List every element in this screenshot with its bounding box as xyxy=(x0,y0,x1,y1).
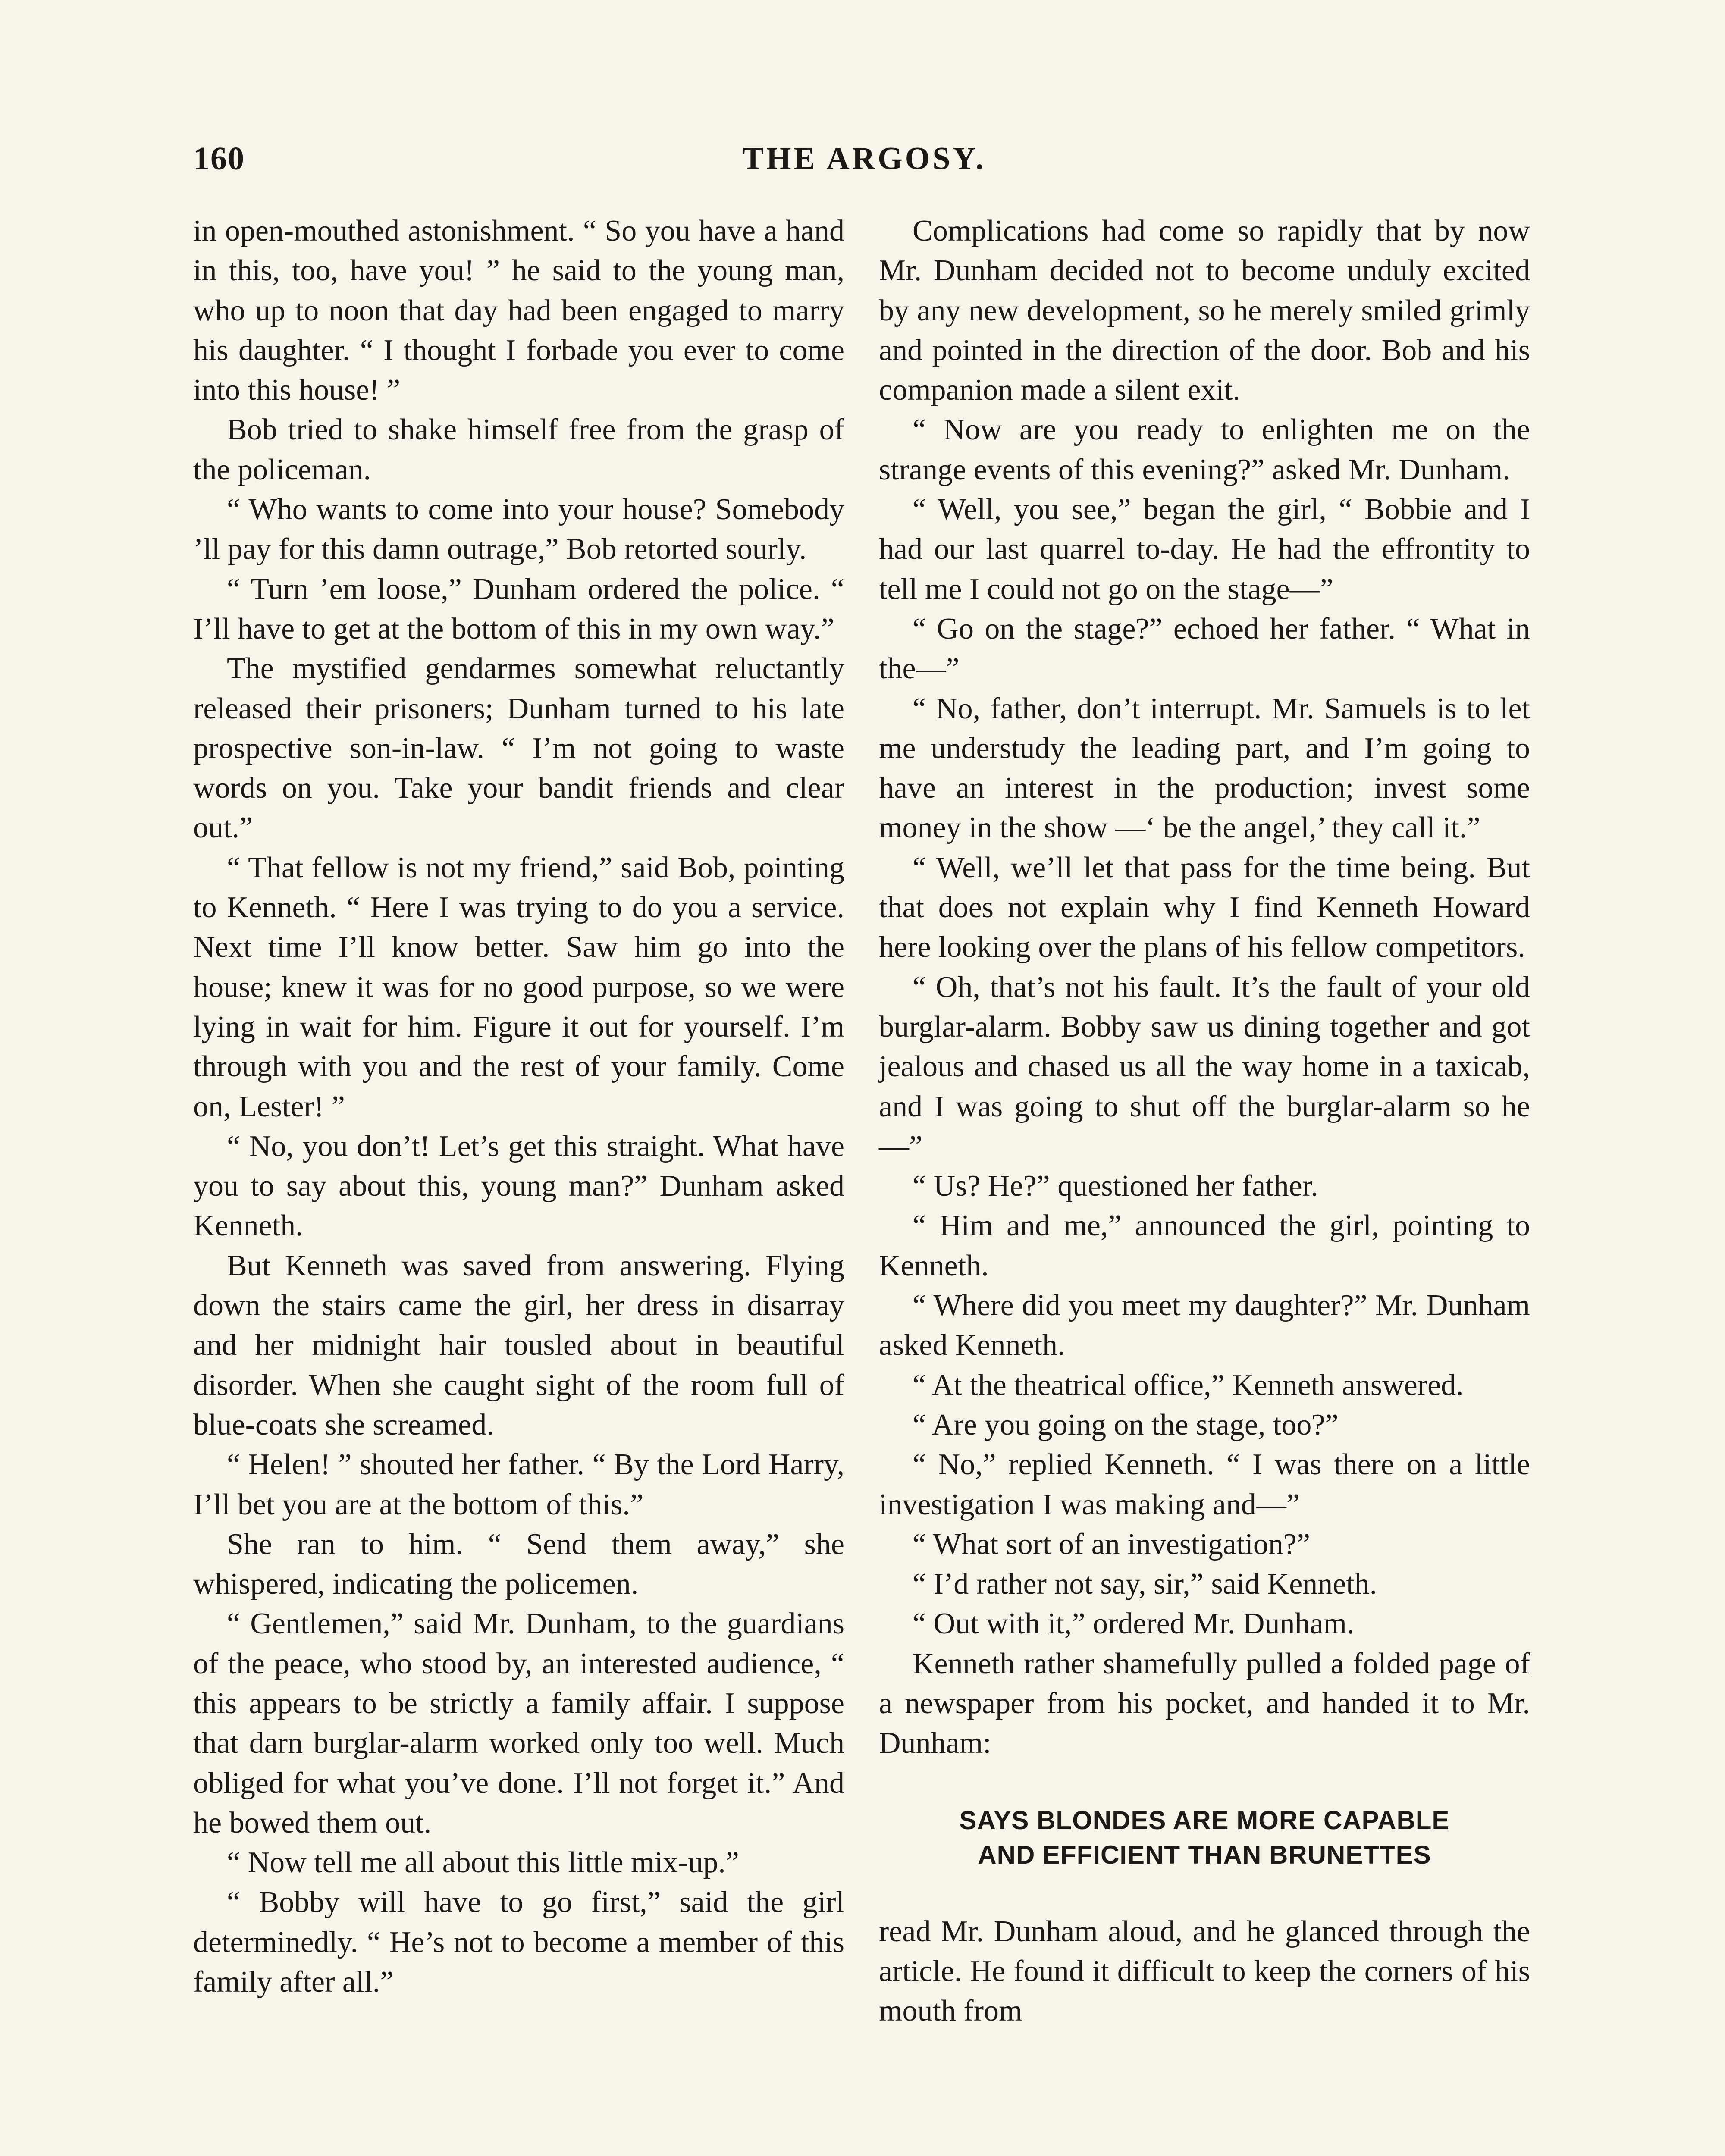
headline-line: SAYS BLONDES ARE MORE CAPABLE xyxy=(959,1805,1450,1835)
paragraph: “ No,” replied Kenneth. “ I was there on a little investigation I was making and—” xyxy=(879,1448,1530,1521)
paragraph: “ Go on the stage?” echoed her father. “ What in the—” xyxy=(879,612,1530,686)
paragraph: “ At the theatrical office,” Kenneth answered. xyxy=(913,1368,1464,1402)
paragraph: “ Gentlemen,” said Mr. Dunham, to the guardians of the peace, who stood by, an interested audience, “ this appears to be strictly a family affair. I suppose that darn burglar-alarm worked only too well. Much obliged for what you’ve done. I’ll not forget it.” And he bowed them out. xyxy=(193,1607,844,1839)
paragraph: in open-mouthed astonishment. “ So you have a hand in this, too, have you! ” he said to the young man, who up to noon that day had been engaged to marry his daughter. “ I thought I forbade you ever to come into this house! ” xyxy=(193,214,844,407)
right-column xyxy=(879,211,1530,2031)
paragraph: “ Now tell me all about this little mix-up.” xyxy=(227,1846,739,1880)
paragraph: “ Where did you meet my daughter?” Mr. Dunham asked Kenneth. xyxy=(879,1289,1530,1362)
paragraph: Complications had come so rapidly that by now Mr. Dunham decided not to become unduly excited by any new development, so he merely smiled grimly and pointed in the direction of the door. Bob and his companion made a silent exit. xyxy=(879,214,1530,407)
paragraph: “ I’d rather not say, sir,” said Kenneth. xyxy=(913,1567,1377,1601)
magazine-title: THE ARGOSY. xyxy=(742,141,986,176)
paragraph: “ Bobby will have to go first,” said the girl determinedly. “ He’s not to become a member of this family after all.” xyxy=(193,1886,844,1999)
paragraph: Bob tried to shake himself free from the grasp of the policeman. xyxy=(193,413,844,486)
paragraph: read Mr. Dunham aloud, and he glanced through the article. He found it difficult to keep the corners of his mouth from xyxy=(879,1915,1530,2028)
headline-line: AND EFFICIENT THAN BRUNETTES xyxy=(978,1840,1431,1869)
paragraph: “ Well, you see,” began the girl, “ Bobbie and I had our last quarrel to-day. He had the effrontity to tell me I could not go on the stage—” xyxy=(879,493,1530,606)
paragraph: “ Who wants to come into your house? Somebody ’ll pay for this damn outrage,” Bob retorted sourly. xyxy=(193,493,844,566)
paragraph: She ran to him. “ Send them away,” she whispered, indicating the policemen. xyxy=(193,1527,844,1601)
paragraph: “ Helen! ” shouted her father. “ By the Lord Harry, I’ll bet you are at the bottom of this.” xyxy=(193,1448,844,1521)
newspaper-headline xyxy=(879,1803,1530,1872)
paragraph: “ Turn ’em loose,” Dunham ordered the police. “ I’ll have to get at the bottom of this in my own way.” xyxy=(193,572,844,646)
paragraph: But Kenneth was saved from answering. Flying down the stairs came the girl, her dress in disarray and her midnight hair tousled about in beautiful disorder. When she caught sight of the room full of blue-coats she screamed. xyxy=(193,1249,844,1442)
paragraph: Kenneth rather shamefully pulled a folded page of a newspaper from his pocket, and handed it to Mr. Dunham: xyxy=(879,1647,1530,1760)
page-header xyxy=(193,137,1535,193)
paragraph: “ Out with it,” ordered Mr. Dunham. xyxy=(913,1607,1355,1641)
paragraph: “ What sort of an investigation?” xyxy=(913,1527,1311,1561)
paragraph: “ Now are you ready to enlighten me on the strange events of this evening?” asked Mr. Dunham. xyxy=(879,413,1530,486)
paragraph: “ Oh, that’s not his fault. It’s the fault of your old burglar-alarm. Bobby saw us dining together and got jealous and chased us all the way home in a taxicab, and I was going to shut off the burglar-alarm so he—” xyxy=(879,970,1530,1163)
paragraph: “ Us? He?” questioned her father. xyxy=(913,1169,1318,1203)
paragraph: “ Him and me,” announced the girl, pointing to Kenneth. xyxy=(879,1209,1530,1282)
paragraph: “ No, father, don’t interrupt. Mr. Samuels is to let me understudy the leading part, and I’m going to have an interest in the production; invest some money in the show —‘ be the angel,’ they call it.” xyxy=(879,692,1530,845)
paragraph: “ No, you don’t! Let’s get this straight. What have you to say about this, young man?” Dunham asked Kenneth. xyxy=(193,1129,844,1243)
page-number: 160 xyxy=(193,141,245,177)
paragraph: “ That fellow is not my friend,” said Bob, pointing to Kenneth. “ Here I was trying to do you a service. Next time I’ll know better. Saw him go into the house; knew it was for no good purpose, so we were lying in wait for him. Figure it out for yourself. I’m through with you and the rest of your family. Come on, Lester! ” xyxy=(193,851,844,1123)
paragraph: The mystified gendarmes somewhat reluctantly released their prisoners; Dunham turned to his late prospective son-in-law. “ I’m not going to waste words on you. Take your bandit friends and clear out.” xyxy=(193,652,844,845)
left-column xyxy=(193,211,844,2002)
paragraph: “ Are you going on the stage, too?” xyxy=(913,1408,1339,1442)
paragraph: “ Well, we’ll let that pass for the time being. But that does not explain why I find Kenneth Howard here looking over the plans of his fellow competitors. xyxy=(879,851,1530,964)
